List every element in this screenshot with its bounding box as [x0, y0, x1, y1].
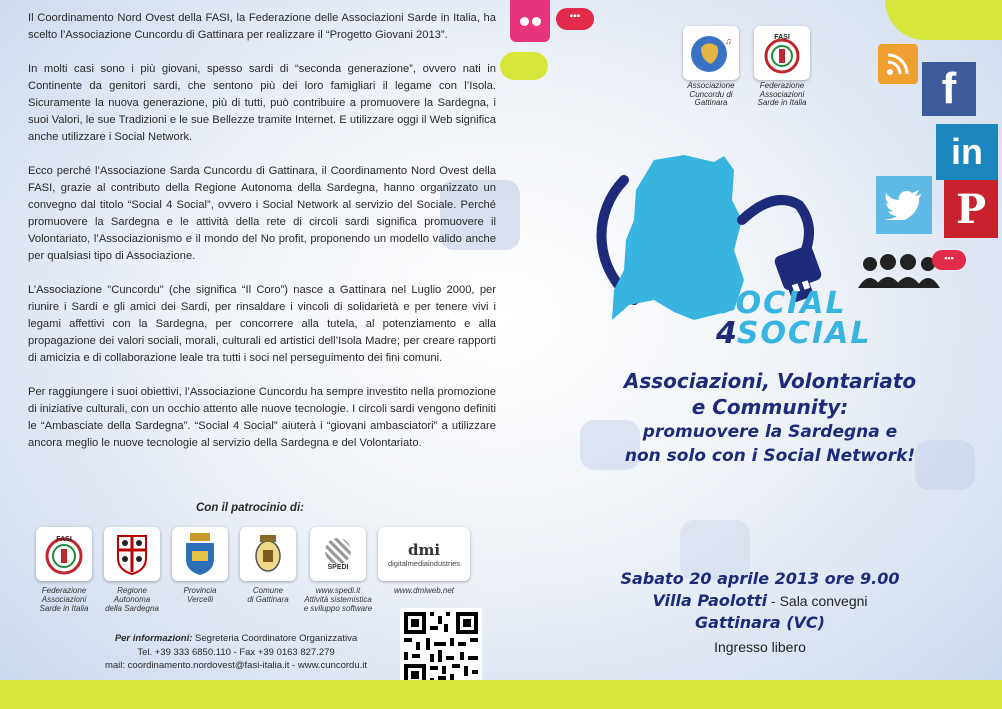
- chat-bubble-red-small: ▪▪▪: [932, 250, 966, 270]
- fasi-logo-right: [754, 26, 810, 80]
- headline-line: e Community:: [691, 395, 849, 419]
- sardegna-logo: [104, 527, 160, 581]
- paragraph: Il Coordinamento Nord Ovest della FASI, la Federazione delle Associazioni Sarde in Italia, ha scelto l’Associazione Cuncordu di Gattinara per realizzare il “Progetto Giovani 2013”.: [28, 12, 496, 41]
- logo-caption: Associazione Cuncordu di Gattinara: [687, 81, 735, 107]
- event-date: Sabato 20 aprile 2013 ore 9.00: [620, 569, 900, 588]
- event-entry: Ingresso libero: [714, 639, 806, 655]
- twitter-icon: [876, 176, 932, 234]
- dmi-logo-subtext: digitalmediaindustries: [387, 558, 461, 568]
- headline: [560, 368, 980, 468]
- patron-caption: www.dmiweb.net: [393, 586, 455, 595]
- paragraph: L’Associazione "Cuncordu" (che significa “Il Coro”) nasce a Gattinara nel Luglio 2000, per riunire i Sardi e gli amici dei Sardi, per rinsaldare i vincoli di solidarietà e per tenere vivi i legami affettivi con la Sardegna, per concorrere alla tutela, al potenziamento e alla propagazione dei valori sociali, morali, culturali ed artistici dell’Isola Madre; per creare rapporti di amicizia e di collaborazione leale tra tutti i soci nel perseguimento dei fini comuni.: [28, 284, 496, 364]
- chat-bubble-lime-corner: [885, 0, 1002, 40]
- fasi-logo: [36, 527, 92, 581]
- logo-caption: Federazione Associazioni Sarde in Italia: [757, 81, 807, 107]
- gattinara-logo: [240, 527, 296, 581]
- spedi-logo: [310, 527, 366, 581]
- paragraph: Ecco perché l’Associazione Sarda Cuncordu di Gattinara, il Coordinamento Nord Ovest della FASI, grazie al contributo della Regione Autonoma della Sardegna, hanno organizzato un convegno dal titolo “Social 4 Social”, ovvero i Social Network al servizio del Sociale. Perché promuovere la Sardegna e le attività della rete di circoli sardi significa promuovere il Volontariato, l’Associazionismo e il mondo del No profit, proponendo un modello valido anche per qualsiasi tipo di Associazione.: [28, 165, 496, 262]
- chat-bubble-magenta: [510, 0, 550, 42]
- rss-icon: [878, 44, 918, 84]
- patron-caption: Federazione Associazioni Sarde in Italia: [39, 586, 89, 613]
- chat-bubble-lime: [500, 52, 548, 80]
- info-label: Per informazioni:: [114, 633, 193, 644]
- linkedin-icon: in: [936, 124, 998, 180]
- headline-line: non solo con i Social Network!: [624, 446, 916, 466]
- info-email: mail: coordinamento.nordovest@fasi-italia.it - www.cuncordu.it: [104, 660, 368, 671]
- event-venue: Villa Paolotti: [652, 591, 768, 610]
- paragraph: In molti casi sono i più giovani, spesso sardi di “seconda generazione”, ovvero nati in Continente da genitori sardi, che sentono più dei loro famigliari il legame con l’Isola. Sicuramente la nuova generazione, più di tutti, può contribuire a promuovere la Sardegna, i suoi Valori, le sue Tradizioni e le sue Bellezze tramite Internet. E utilizzare oggi il Web significa anche utilizzare i Social Network.: [28, 63, 496, 143]
- brand-line1: SOCIAL: [712, 286, 847, 321]
- info-line: Segreteria Coordinatore Organizzativa: [195, 633, 358, 644]
- facebook-icon: f: [922, 62, 976, 116]
- cuncordu-logo: [683, 26, 739, 80]
- patron-caption: Regione Autonoma della Sardegna: [105, 586, 159, 613]
- info-phone: Tel. +39 333 6850.110 - Fax +39 0163 827.279: [137, 646, 335, 658]
- fasi-logo-text: FASI: [56, 536, 72, 543]
- brand-number: 4: [716, 316, 737, 351]
- dmi-logo-text: dmi: [407, 540, 441, 559]
- pinterest-icon: P: [944, 180, 998, 238]
- fasi-logo-text: FASI: [774, 34, 790, 41]
- patron-caption: www.spedi.it Attività sistemistica e sviluppo software: [303, 586, 373, 613]
- intro-text: [28, 10, 496, 469]
- brand-line2: [716, 316, 872, 351]
- svg-text:♫: ♫: [725, 36, 732, 46]
- paragraph: Per raggiungere i suoi obiettivi, l’Associazione Cuncordu ha sempre investito nella promozione di iniziative culturali, con un occhio attento alle nuove tecnologie. I circoli sardi vengono definiti le “Ambasciate della Sardegna”. “Social 4 Social” aiuterà i “giovani ambasciatori” a utilizzare ancora meglio le nuove tecnologie al servizio della Sardegna e del Volontariato.: [28, 386, 496, 449]
- qr-code: [400, 608, 482, 690]
- contact-info: [86, 632, 386, 673]
- headline-line: promuovere la Sardegna e: [642, 422, 898, 442]
- headline-line: Associazioni, Volontariato: [623, 369, 917, 393]
- brand-word: SOCIAL: [736, 316, 872, 351]
- vercelli-logo: [172, 527, 228, 581]
- dmi-logo: [378, 527, 470, 581]
- spedi-logo-text: SPEDI: [327, 563, 349, 571]
- patron-caption: Comune di Gattinara: [247, 586, 289, 604]
- patronage-title: Con il patrocinio di:: [196, 502, 304, 514]
- people-icon: [858, 254, 940, 288]
- chat-bubble-red: ▪▪▪: [556, 8, 594, 30]
- event-info: [590, 568, 930, 658]
- patron-caption: Provincia Vercelli: [183, 586, 217, 604]
- event-venue-detail: - Sala convegni: [767, 593, 868, 609]
- bottom-band: [0, 680, 1002, 709]
- event-city: Gattinara (VC): [695, 613, 825, 632]
